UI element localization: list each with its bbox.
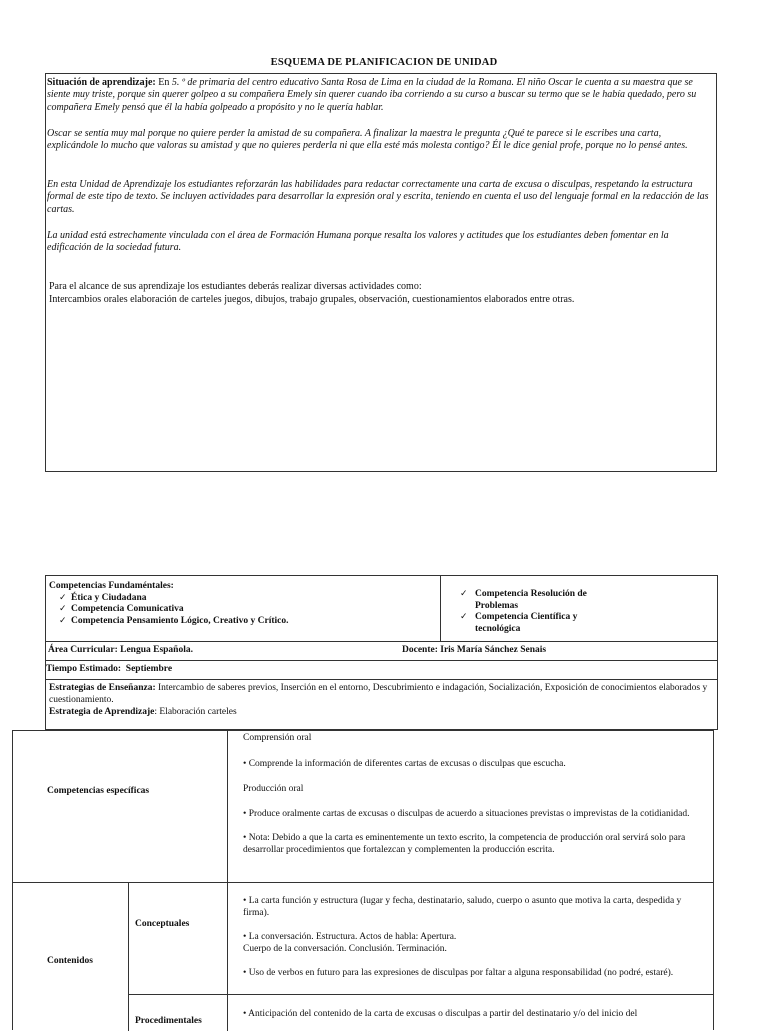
contenidos-label: Contenidos <box>47 956 93 966</box>
check-icon: ✓ <box>59 592 67 603</box>
conceptual-3: • Uso de verbos en futuro para las expresiones de disculpas por faltar a alguna responsabilidad (no podré, estaré). <box>243 968 674 979</box>
conceptual-2a: • La conversación. Estructura. Actos de habla: Apertura. <box>243 932 457 943</box>
competencia-item: ✓ Competencia Comunicativa <box>59 604 184 614</box>
procedimentales-label: Procedimentales <box>135 1016 202 1026</box>
conceptuales-content <box>243 896 708 980</box>
situation-en: En <box>158 77 170 88</box>
situation-box <box>45 73 717 472</box>
situation-paragraph-2: Oscar se sentía muy mal porque no quiere perder la amistad de su compañera. A finalizar la maestra le pregunta ¿Qué te parece si le escribes una carta, explicándole lo mucho que valoras su amistad y que no quieres perderla ni que ella esté más molesta contigo? Él le dice genial profe, porque no lo pensé antes. <box>47 128 688 152</box>
estrategia-aprendizaje: Estrategia de Aprendizaje: Elaboración carteles <box>49 707 237 717</box>
competencia-item: ✓ Competencia Científica y tecnológica <box>460 612 578 634</box>
especifica-4: • Produce oralmente cartas de excusas o disculpas de acuerdo a situaciones previstas o imprevistas de la cotidianidad. <box>243 808 690 819</box>
estrategias-ensenanza: Estrategias de Enseñanza: Intercambio de saberes previos, Inserción en el entorno, Descubrimiento e indagación, Socialización, Exposición de conocimientos elaborados y cuestionamiento. <box>49 683 708 705</box>
area-curricular: Área Curricular: Lengua Española. <box>48 645 193 655</box>
situation-text-1: 5. º de primaria del centro educativo Santa Rosa de Lima en la ciudad de la Romana. El niño Oscar le cuenta a su maestra que se siente muy triste, porque sin querer golpeo a su compañera Emely sin querer cuando iba corriendo a su curso a buscar su termo que se le había quedado, pero su compañera Emely pensó que él la había golpeado a propósito y no le quería hablar. <box>47 77 697 113</box>
check-icon: ✓ <box>460 612 468 622</box>
competencias-table <box>45 575 718 730</box>
especifica-5: • Nota: Debido a que la carta es eminentemente un texto escrito, la competencia de producción oral servirá solo para desarrollar procedimientos que fortalezcan y complementen la producción escrita. <box>243 833 686 855</box>
especifica-3: Producción oral <box>243 784 304 795</box>
situation-paragraph-5: Para el alcance de sus aprendizaje los estudiantes deberás realizar diversas actividades como: <box>49 281 422 292</box>
check-icon: ✓ <box>59 604 67 614</box>
competencia-item: ✓ Competencia Resolución de Problemas <box>460 589 587 611</box>
docente: Docente: Iris María Sánchez Senais <box>402 645 547 655</box>
conceptuales-label: Conceptuales <box>135 919 190 929</box>
tiempo-value: Septiembre <box>125 664 173 674</box>
situation-paragraph-4: La unidad está estrechamente vinculada con el área de Formación Humana porque resalta los valores y actitudes que los estudiantes deben fomentar en la edificación de la sociedad futura. <box>47 230 669 254</box>
conceptual-2b: Cuerpo de la conversación. Conclusión. Terminación. <box>243 943 447 954</box>
especifica-1: Comprensión oral <box>243 733 312 743</box>
conceptual-1: • La carta función y estructura (lugar y fecha, destinatario, saludo, cuerpo o asunto que motiva la carta, despedida y firma). <box>243 896 682 918</box>
especifica-2: • Comprende la información de diferentes cartas de excusas o disculpas que escucha. <box>243 758 566 769</box>
check-icon: ✓ <box>460 589 468 599</box>
check-icon: ✓ <box>59 615 67 626</box>
competencia-item: ✓ Ética y Ciudadana <box>59 592 147 603</box>
situation-paragraph-6: Intercambios orales elaboración de carteles juegos, dibujos, trabajo grupales, observación, cuestionamientos elaborados entre otras. <box>49 294 575 305</box>
tiempo-estimado: Tiempo Estimado: Septiembre <box>46 664 173 674</box>
document-title: ESQUEMA DE PLANIFICACION DE UNIDAD <box>270 57 498 68</box>
procedimentales-content: • Anticipación del contenido de la carta de excusas o disculpas a partir del destinatario y/o del inicio del <box>243 1009 638 1019</box>
situation-paragraph-1 <box>47 77 714 114</box>
competencias-left <box>49 581 434 627</box>
competencias-right <box>460 589 620 635</box>
contenidos-table <box>12 730 714 1030</box>
competencias-especificas-content <box>243 733 708 857</box>
situation-label: Situación de aprendizaje: <box>47 77 156 88</box>
competencia-item: ✓ Competencia Pensamiento Lógico, Creativo y Crítico. <box>59 615 289 626</box>
competencias-especificas-label: Competencias específicas <box>47 786 150 796</box>
situation-paragraph-3: En esta Unidad de Aprendizaje los estudiantes reforzarán las habilidades para redactar correctamente una carta de excusa o disculpas, respetando la estructura formal de este tipo de texto. Se incluyen actividades para desarrollar la expresión oral y escrita, teniendo en cuenta el uso del lenguaje formal en la redacción de las cartas. <box>47 179 709 215</box>
competencias-label: Competencias Fundaméntales: <box>49 581 174 591</box>
